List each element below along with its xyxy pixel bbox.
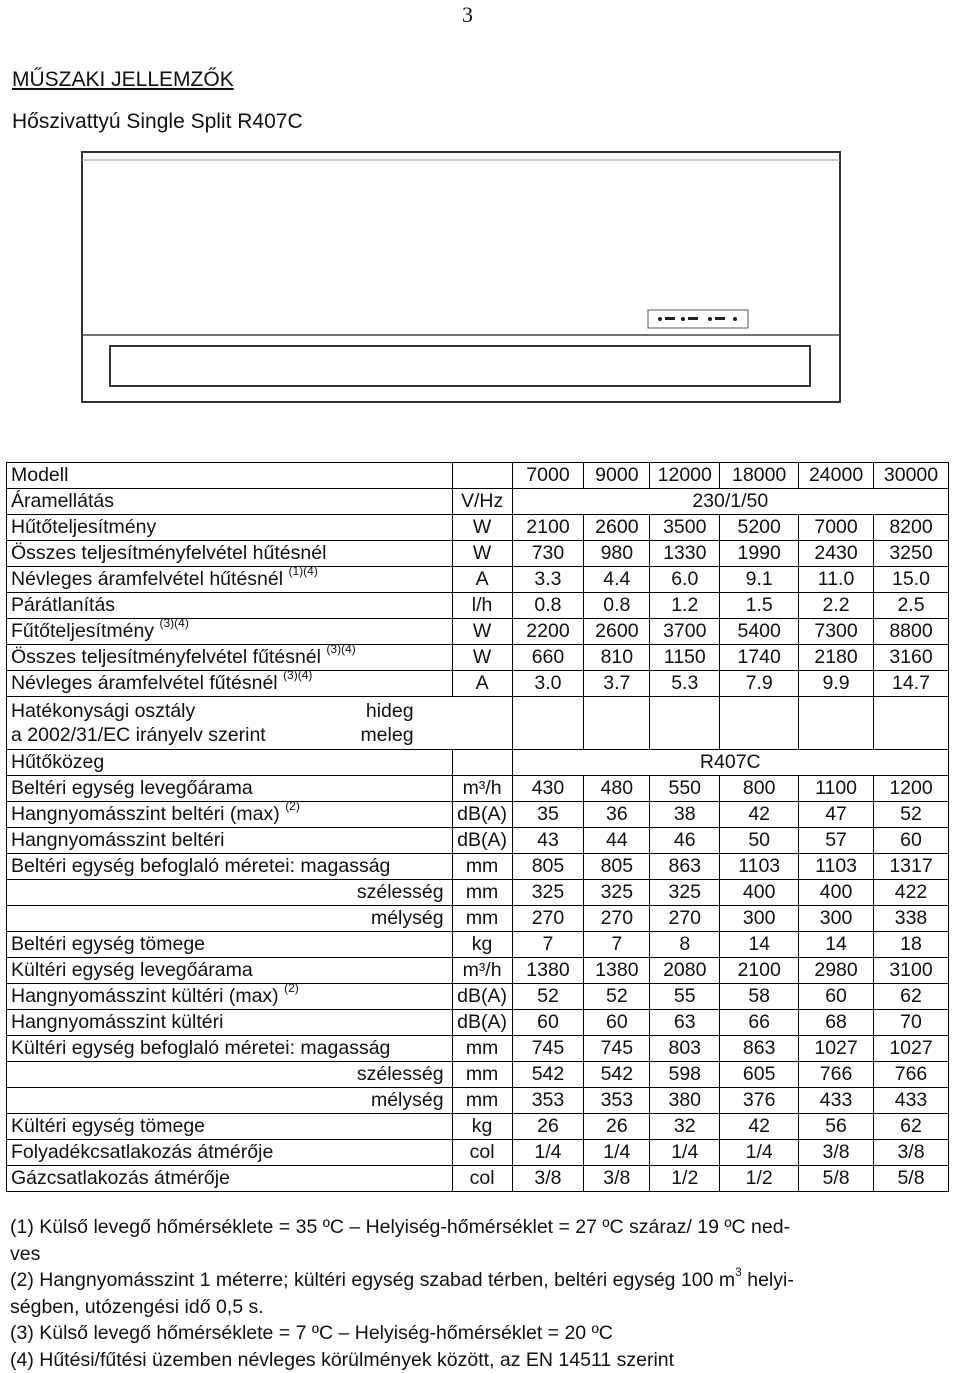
model-header: 7000 — [512, 463, 584, 489]
value-cell: 7.9 — [720, 671, 799, 697]
efficiency-cell — [720, 697, 799, 750]
row-label — [7, 802, 453, 828]
value-cell: 766 — [799, 1062, 874, 1088]
footnote-1: (1) Külső levegő hőmérséklete = 35 ºC – Helyiség-hőmérséklet = 27 ºC száraz/ 19 ºC ned- — [10, 1214, 940, 1241]
unit-cell: W — [452, 645, 512, 671]
unit-cell: mm — [452, 880, 512, 906]
value-cell: 7 — [584, 932, 650, 958]
efficiency-cell — [650, 697, 720, 750]
value-cell: 2200 — [512, 619, 584, 645]
unit-cell: W — [452, 515, 512, 541]
value-cell: 1/4 — [720, 1140, 799, 1166]
efficiency-cell — [799, 697, 874, 750]
footnote-2-sup: 3 — [735, 1265, 742, 1279]
value-cell: 1027 — [799, 1036, 874, 1062]
value-cell: 26 — [584, 1114, 650, 1140]
table-row — [7, 854, 949, 880]
value-cell: 9.9 — [799, 671, 874, 697]
row-label-text: Fűtőteljesítmény — [11, 620, 154, 642]
table-row — [7, 1166, 949, 1192]
value-cell: 5400 — [720, 619, 799, 645]
value-cell: 325 — [650, 880, 720, 906]
value-cell: 14 — [799, 932, 874, 958]
efficiency-cell — [874, 697, 949, 750]
value-cell: 50 — [720, 828, 799, 854]
table-row — [7, 828, 949, 854]
value-cell: 803 — [650, 1036, 720, 1062]
value-cell: 400 — [799, 880, 874, 906]
efficiency-cell — [584, 697, 650, 750]
value-cell: 745 — [512, 1036, 584, 1062]
unit-cell: mm — [452, 1062, 512, 1088]
value-cell: 32 — [650, 1114, 720, 1140]
value-cell: 5.3 — [650, 671, 720, 697]
table-row — [7, 906, 949, 932]
table-row — [7, 1114, 949, 1140]
footnote-3: (3) Külső levegő hőmérséklete = 7 ºC – Helyiség-hőmérséklet = 20 ºC — [10, 1320, 940, 1347]
page-number: 3 — [462, 2, 473, 28]
row-label-text: Névleges áramfelvétel fűtésnél — [11, 672, 278, 694]
value-cell: 15.0 — [874, 567, 949, 593]
value-cell: 1200 — [874, 776, 949, 802]
unit-cell: A — [452, 567, 512, 593]
footnote-2-text-end: helyi- — [742, 1269, 794, 1291]
value-cell: 2.5 — [874, 593, 949, 619]
value-cell: 35 — [512, 802, 584, 828]
value-cell: 2100 — [512, 515, 584, 541]
table-row — [7, 1036, 949, 1062]
value-cell: 300 — [799, 906, 874, 932]
value-cell: 62 — [874, 984, 949, 1010]
value-cell: 660 — [512, 645, 584, 671]
value-cell: 270 — [512, 906, 584, 932]
row-label-text: mélység — [371, 1089, 444, 1111]
row-label — [7, 828, 453, 854]
footnote-2-cont: ségben, utózengési idő 0,5 s. — [10, 1294, 940, 1321]
row-label-text: Hangnyomásszint kültéri — [11, 1011, 223, 1033]
row-label-text: Hangnyomásszint beltéri (max) — [11, 803, 280, 825]
air-outlet — [110, 346, 810, 386]
value-cell: 325 — [584, 880, 650, 906]
model-header: 24000 — [799, 463, 874, 489]
row-label — [7, 1140, 453, 1166]
unit-cell: W — [452, 619, 512, 645]
value-cell: 1.2 — [650, 593, 720, 619]
footnote-2 — [10, 1267, 940, 1294]
document-subtitle: Hőszivattyú Single Split R407C — [12, 110, 303, 134]
row-label-text: Áramellátás — [11, 490, 114, 512]
header-unit — [452, 463, 512, 489]
unit-cell: mm — [452, 906, 512, 932]
value-cell: 605 — [720, 1062, 799, 1088]
unit-cell: m³/h — [452, 958, 512, 984]
model-header: 30000 — [874, 463, 949, 489]
value-cell: 7 — [512, 932, 584, 958]
row-label-text: Kültéri egység tömege — [11, 1115, 205, 1137]
value-cell: 1103 — [720, 854, 799, 880]
value-cell: 1/4 — [584, 1140, 650, 1166]
unit-cell: mm — [452, 1036, 512, 1062]
value-cell: 66 — [720, 1010, 799, 1036]
value-cell: 800 — [720, 776, 799, 802]
row-label: Hűtőközeg — [7, 750, 453, 776]
unit-cell: col — [452, 1140, 512, 1166]
row-label — [7, 1166, 453, 1192]
value-cell: 2600 — [584, 515, 650, 541]
value-cell: 1380 — [584, 958, 650, 984]
row-label — [7, 776, 453, 802]
row-label-text: Beltéri egység befoglaló méretei: magasság — [11, 855, 390, 877]
row-label — [7, 515, 453, 541]
row-label — [7, 489, 453, 515]
value-cell: 422 — [874, 880, 949, 906]
row-label-text: Beltéri egység tömege — [11, 933, 205, 955]
value-cell: 1/2 — [650, 1166, 720, 1192]
value-cell: 3.0 — [512, 671, 584, 697]
efficiency-mode-hot: meleg — [360, 723, 413, 747]
value-cell: 3/8 — [799, 1140, 874, 1166]
value-cell: 430 — [512, 776, 584, 802]
row-label-text: szélesség — [357, 881, 444, 903]
table-row — [7, 567, 949, 593]
value-cell: 8200 — [874, 515, 949, 541]
value-cell: 36 — [584, 802, 650, 828]
efficiency-label-line2: a 2002/31/EC irányelv szerint — [11, 723, 266, 747]
row-label-text: Hűtőteljesítmény — [11, 516, 156, 538]
value-cell: 70 — [874, 1010, 949, 1036]
value-cell: 805 — [512, 854, 584, 880]
row-label — [7, 645, 453, 671]
value-cell: 5200 — [720, 515, 799, 541]
table-row — [7, 619, 949, 645]
value-cell: 3100 — [874, 958, 949, 984]
row-label — [7, 1062, 453, 1088]
unit-cell — [452, 750, 512, 776]
value-cell: 62 — [874, 1114, 949, 1140]
value-cell: 380 — [650, 1088, 720, 1114]
unit-cell: dB(A) — [452, 1010, 512, 1036]
value-cell: 230/1/50 — [512, 489, 948, 515]
unit-cell: dB(A) — [452, 984, 512, 1010]
indoor-unit-illustration — [80, 150, 842, 404]
value-cell: 18 — [874, 932, 949, 958]
table-row — [7, 802, 949, 828]
efficiency-row — [7, 697, 949, 750]
model-header: 9000 — [584, 463, 650, 489]
row-label — [7, 984, 453, 1010]
efficiency-label-line1: Hatékonysági osztály — [11, 699, 195, 723]
value-cell: 542 — [512, 1062, 584, 1088]
value-cell: 44 — [584, 828, 650, 854]
value-cell: 480 — [584, 776, 650, 802]
value-cell: 2080 — [650, 958, 720, 984]
value-cell: 433 — [874, 1088, 949, 1114]
value-cell: 433 — [799, 1088, 874, 1114]
value-cell: 5/8 — [874, 1166, 949, 1192]
row-label-text: Hangnyomásszint beltéri — [11, 829, 225, 851]
row-label-text: Összes teljesítményfelvétel fűtésnél — [11, 646, 321, 668]
value-cell: 1/4 — [512, 1140, 584, 1166]
value-cell: 47 — [799, 802, 874, 828]
table-row — [7, 932, 949, 958]
value-cell: 6.0 — [650, 567, 720, 593]
value-cell: 58 — [720, 984, 799, 1010]
efficiency-mode-cold: hideg — [366, 699, 414, 723]
row-label-text: Kültéri egység befoglaló méretei: magasság — [11, 1037, 390, 1059]
table-row — [7, 1140, 949, 1166]
value-cell: 7300 — [799, 619, 874, 645]
unit-cell: col — [452, 1166, 512, 1192]
value-cell: 3500 — [650, 515, 720, 541]
value-cell: 745 — [584, 1036, 650, 1062]
value-cell: 353 — [584, 1088, 650, 1114]
value-cell: 338 — [874, 906, 949, 932]
refrigerant-row — [7, 750, 949, 776]
document-title: MŰSZAKI JELLEMZŐK — [12, 68, 234, 92]
table-row — [7, 1088, 949, 1114]
row-label — [7, 854, 453, 880]
value-cell: 4.4 — [584, 567, 650, 593]
table-row — [7, 958, 949, 984]
value-cell: 1150 — [650, 645, 720, 671]
value-cell: 60 — [874, 828, 949, 854]
value-cell: 1380 — [512, 958, 584, 984]
row-label-text: szélesség — [357, 1063, 444, 1085]
value-cell: 52 — [874, 802, 949, 828]
footnotes — [10, 1214, 940, 1373]
unit-cell: V/Hz — [452, 489, 512, 515]
table-row — [7, 489, 949, 515]
value-cell: 300 — [720, 906, 799, 932]
value-cell: 11.0 — [799, 567, 874, 593]
value-cell: 1330 — [650, 541, 720, 567]
model-header: 12000 — [650, 463, 720, 489]
header-label: Modell — [7, 463, 453, 489]
row-label-text: Hangnyomásszint kültéri (max) — [11, 985, 279, 1007]
value-cell: 1740 — [720, 645, 799, 671]
value-cell: 805 — [584, 854, 650, 880]
table-row — [7, 1010, 949, 1036]
value-cell: 43 — [512, 828, 584, 854]
table-header-row — [7, 463, 949, 489]
row-label — [7, 958, 453, 984]
value-cell: 60 — [799, 984, 874, 1010]
unit-cell: mm — [452, 1088, 512, 1114]
value-cell: 2180 — [799, 645, 874, 671]
value-cell: 3/8 — [874, 1140, 949, 1166]
unit-cell: A — [452, 671, 512, 697]
value-cell: 57 — [799, 828, 874, 854]
value-cell: 1/4 — [650, 1140, 720, 1166]
spec-table — [6, 462, 949, 1192]
value-cell: 52 — [512, 984, 584, 1010]
value-cell: 542 — [584, 1062, 650, 1088]
row-label — [7, 932, 453, 958]
table-row — [7, 880, 949, 906]
value-cell: 1317 — [874, 854, 949, 880]
value-cell: 14.7 — [874, 671, 949, 697]
unit-cell: l/h — [452, 593, 512, 619]
value-cell: 3700 — [650, 619, 720, 645]
row-label — [7, 567, 453, 593]
value-cell: 598 — [650, 1062, 720, 1088]
value-cell: 60 — [584, 1010, 650, 1036]
footnote-4: (4) Hűtési/fűtési üzemben névleges körülmények között, az EN 14511 szerint — [10, 1347, 940, 1373]
value-cell: 2980 — [799, 958, 874, 984]
unit-cell: kg — [452, 1114, 512, 1140]
row-label-text: Kültéri egység levegőárama — [11, 959, 253, 981]
value-cell: 63 — [650, 1010, 720, 1036]
row-label-text: Beltéri egység levegőárama — [11, 777, 253, 799]
table-row — [7, 984, 949, 1010]
value-cell: 400 — [720, 880, 799, 906]
row-label-text: Gázcsatlakozás átmérője — [11, 1167, 230, 1189]
footnote-ref: (3)(4) — [326, 642, 355, 656]
row-label — [7, 1088, 453, 1114]
value-cell: 68 — [799, 1010, 874, 1036]
value-cell: 766 — [874, 1062, 949, 1088]
row-label-text: mélység — [371, 907, 444, 929]
row-label — [7, 619, 453, 645]
value-cell: 1.5 — [720, 593, 799, 619]
unit-cell: m³/h — [452, 776, 512, 802]
value-cell: 2100 — [720, 958, 799, 984]
value-cell: 5/8 — [799, 1166, 874, 1192]
table-row — [7, 593, 949, 619]
value-cell: 60 — [512, 1010, 584, 1036]
value-cell: 42 — [720, 802, 799, 828]
value-cell: 325 — [512, 880, 584, 906]
value-cell: 9.1 — [720, 567, 799, 593]
value-cell: 270 — [584, 906, 650, 932]
row-label-text: Névleges áramfelvétel hűtésnél — [11, 568, 283, 590]
footnote-1-cont: ves — [10, 1241, 940, 1268]
footnote-ref: (1)(4) — [289, 564, 318, 578]
value-cell: 3/8 — [512, 1166, 584, 1192]
value-cell: 2430 — [799, 541, 874, 567]
unit-cell: dB(A) — [452, 802, 512, 828]
value-cell: 1/2 — [720, 1166, 799, 1192]
table-row — [7, 1062, 949, 1088]
value-cell: 42 — [720, 1114, 799, 1140]
value-cell: 353 — [512, 1088, 584, 1114]
value-cell: 56 — [799, 1114, 874, 1140]
row-label — [7, 880, 453, 906]
value-cell: 3.7 — [584, 671, 650, 697]
value-cell: 376 — [720, 1088, 799, 1114]
value-cell: 2.2 — [799, 593, 874, 619]
footnote-ref: (2) — [284, 981, 299, 995]
value-cell: 26 — [512, 1114, 584, 1140]
row-label-text: Párátlanítás — [11, 594, 115, 616]
footnote-2-text: (2) Hangnyomásszint 1 méterre; kültéri egység szabad térben, beltéri egység 100 m — [10, 1269, 735, 1291]
unit-cell: W — [452, 541, 512, 567]
value-cell: 1100 — [799, 776, 874, 802]
value-cell: 270 — [650, 906, 720, 932]
model-header: 18000 — [720, 463, 799, 489]
value-cell: 52 — [584, 984, 650, 1010]
value-cell: 3160 — [874, 645, 949, 671]
efficiency-cell — [512, 697, 584, 750]
unit-cell: kg — [452, 932, 512, 958]
row-label-text: Folyadékcsatlakozás átmérője — [11, 1141, 273, 1163]
efficiency-label — [7, 697, 513, 750]
row-label — [7, 541, 453, 567]
value-cell: 1027 — [874, 1036, 949, 1062]
row-label — [7, 671, 453, 697]
value-cell: 980 — [584, 541, 650, 567]
row-label — [7, 1010, 453, 1036]
row-label — [7, 906, 453, 932]
footnote-ref: (3)(4) — [159, 616, 188, 630]
value-cell: 55 — [650, 984, 720, 1010]
value-cell: 7000 — [799, 515, 874, 541]
value-cell: 550 — [650, 776, 720, 802]
value-cell: 8800 — [874, 619, 949, 645]
row-label — [7, 593, 453, 619]
value-cell: 810 — [584, 645, 650, 671]
footnote-ref: (3)(4) — [283, 668, 312, 682]
row-label — [7, 1036, 453, 1062]
value-cell: 3/8 — [584, 1166, 650, 1192]
value-cell: R407C — [512, 750, 948, 776]
value-cell: 730 — [512, 541, 584, 567]
unit-cell: mm — [452, 854, 512, 880]
table-row — [7, 541, 949, 567]
value-cell: 46 — [650, 828, 720, 854]
value-cell: 14 — [720, 932, 799, 958]
value-cell: 863 — [720, 1036, 799, 1062]
value-cell: 38 — [650, 802, 720, 828]
row-label-text: Összes teljesítményfelvétel hűtésnél — [11, 542, 326, 564]
row-label — [7, 1114, 453, 1140]
table-row — [7, 645, 949, 671]
value-cell: 8 — [650, 932, 720, 958]
value-cell: 3250 — [874, 541, 949, 567]
value-cell: 0.8 — [512, 593, 584, 619]
value-cell: 2600 — [584, 619, 650, 645]
value-cell: 1103 — [799, 854, 874, 880]
footnote-ref: (2) — [285, 799, 300, 813]
table-row — [7, 515, 949, 541]
table-row — [7, 776, 949, 802]
table-row — [7, 671, 949, 697]
unit-cell: dB(A) — [452, 828, 512, 854]
value-cell: 863 — [650, 854, 720, 880]
value-cell: 1990 — [720, 541, 799, 567]
value-cell: 0.8 — [584, 593, 650, 619]
value-cell: 3.3 — [512, 567, 584, 593]
